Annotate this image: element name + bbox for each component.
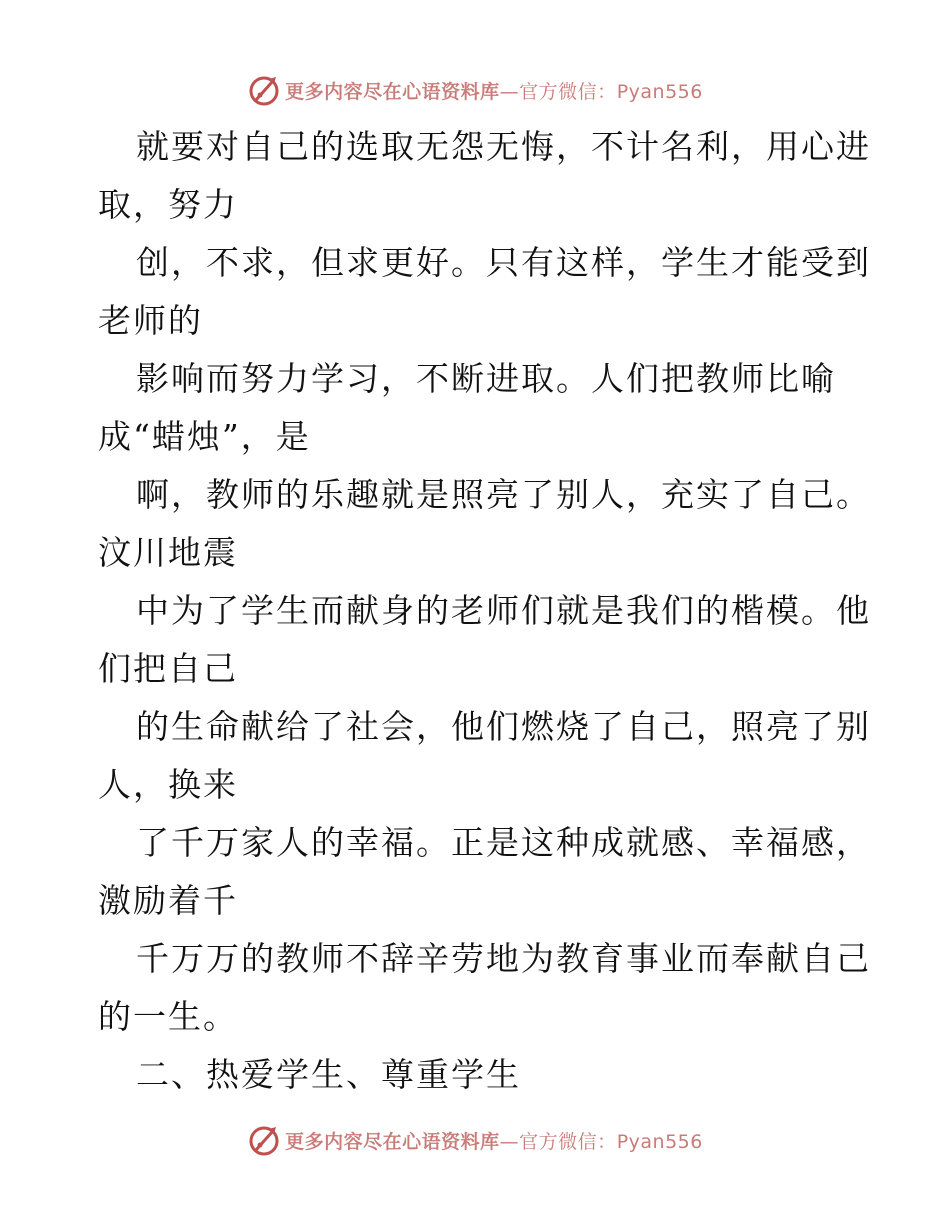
header-separator: — <box>499 80 520 103</box>
body-line-16: 的一生。 <box>98 997 238 1036</box>
header-contact-label: 官方微信： <box>519 80 617 103</box>
header-brand: 更多内容尽在心语资料库 <box>285 80 500 103</box>
header-banner <box>0 70 950 110</box>
brand-logo-icon <box>247 1123 281 1157</box>
body-line-4: 老师的 <box>98 301 203 340</box>
body-line-3: 创，不求，但求更好。只有这样，学生才能受到 <box>136 243 871 282</box>
brand-logo-icon <box>247 73 281 107</box>
body-line-6: 成“蜡烛”，是 <box>98 417 311 456</box>
body-line-5: 影响而努力学习，不断进取。人们把教师比喻 <box>136 359 836 398</box>
footer-brand: 更多内容尽在心语资料库 <box>285 1130 500 1153</box>
document-body <box>98 118 871 1104</box>
body-line-11: 的生命献给了社会，他们燃烧了自己，照亮了别 <box>136 707 871 746</box>
header-banner-text <box>285 77 703 104</box>
body-line-9: 中为了学生而献身的老师们就是我们的楷模。他 <box>136 591 871 630</box>
section-heading: 二、热爱学生、尊重学生 <box>136 1055 521 1094</box>
footer-contact-id: Pyan556 <box>616 1130 703 1153</box>
body-line-10: 们把自己 <box>98 649 238 688</box>
body-line-12: 人，换来 <box>98 765 238 804</box>
body-line-7: 啊，教师的乐趣就是照亮了别人，充实了自己。 <box>136 475 871 514</box>
footer-banner-text <box>285 1127 703 1154</box>
footer-contact-label: 官方微信： <box>519 1130 617 1153</box>
body-line-14: 激励着千 <box>98 881 238 920</box>
body-line-8: 汶川地震 <box>98 533 238 572</box>
header-contact-id: Pyan556 <box>616 80 703 103</box>
body-line-2: 取，努力 <box>98 185 238 224</box>
footer-separator: — <box>499 1130 520 1153</box>
footer-banner <box>0 1120 950 1160</box>
body-line-13: 了千万家人的幸福。正是这种成就感、幸福感， <box>136 823 871 862</box>
body-line-15: 千万万的教师不辞辛劳地为教育事业而奉献自己 <box>136 939 871 978</box>
body-line-1: 就要对自己的选取无怨无悔，不计名利，用心进 <box>136 127 871 166</box>
